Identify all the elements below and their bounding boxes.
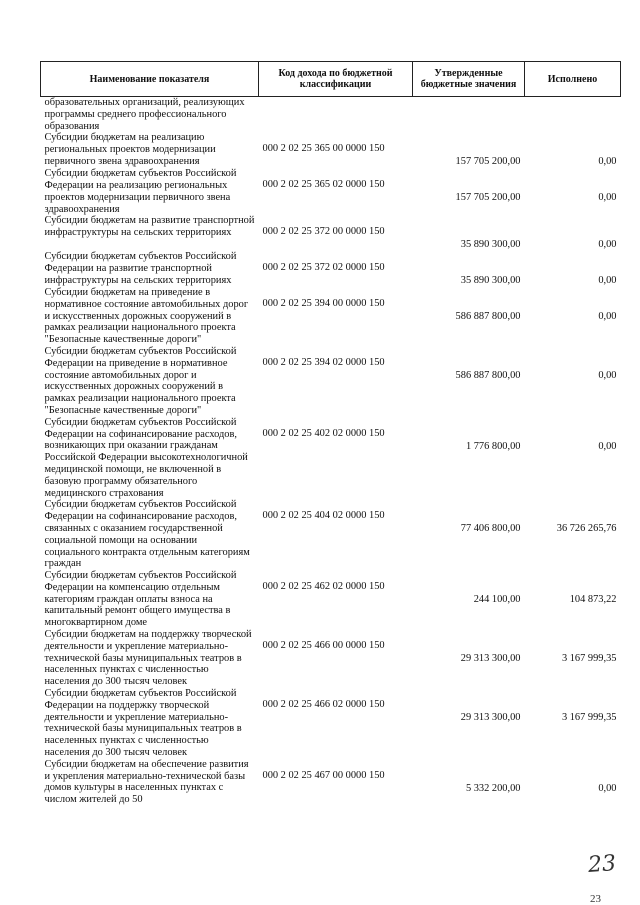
row-name: Субсидии бюджетам субъектов Российской Федерации на развитие транспортной инфраструктуры на сельских территориях [44,251,237,286]
row-code-value: 000 2 02 25 365 00 0000 150 [262,143,385,155]
table-row [41,132,621,168]
row-executed-value: 36 726 265,76 [556,523,617,535]
row-code [259,97,413,133]
row-approved [413,688,525,759]
table-row [41,688,621,759]
row-executed-value: 0,00 [598,310,617,322]
row-code-value: 000 2 02 25 402 02 0000 150 [262,427,385,439]
row-code-value: 000 2 02 25 466 00 0000 150 [262,640,385,652]
row-executed-value: 0,00 [598,369,617,381]
row-name: образовательных организаций, реализующих программы среднего профессионального образования [44,97,245,132]
table-row [41,499,621,570]
row-name: Субсидии бюджетам субъектов Российской Федерации на приведение в нормативное состояние автомобильных дорог и искусственных дорожных сооружений в рамках реализации национального проекта "Безопасные качественные дороги" [44,345,237,416]
table-row [41,417,621,500]
row-approved [413,168,525,215]
row-name: Субсидии бюджетам субъектов Российской Федерации на реализацию региональных проектов модернизации первичного звена здравоохранения [44,168,237,215]
row-executed-value: 3 167 999,35 [561,712,617,724]
header-name: Наименование показателя [41,62,259,97]
row-code [259,346,413,417]
row-name: Субсидии бюджетам субъектов Российской Федерации на софинансирование расходов, связанных с оказанием государственной социальной помощи на основании социального контракта отдельным категориям граждан [44,499,250,570]
row-executed-value: 0,00 [598,275,617,287]
row-approved-value: 586 887 800,00 [455,310,521,322]
table-row [41,97,621,133]
row-approved [413,97,525,133]
row-code-value: 000 2 02 25 404 02 0000 150 [262,510,385,522]
footer-page-number: 23 [590,893,601,905]
row-executed-value: 104 873,22 [569,594,617,606]
table-row [41,287,621,346]
row-code-value: 000 2 02 25 372 02 0000 150 [262,262,385,274]
row-executed-value: 0,00 [598,192,617,204]
table-row [41,629,621,688]
row-executed [525,168,621,215]
row-name: Субсидии бюджетам субъектов Российской Федерации на компенсацию отдельным категориям граждан оплаты взноса на капитальный ремонт общего имущества в многоквартирном доме [44,570,237,629]
row-code-value: 000 2 02 25 394 00 0000 150 [262,297,385,309]
row-approved-value: 244 100,00 [473,594,521,606]
table-row [41,570,621,629]
table-row [41,346,621,417]
row-approved-value: 35 890 300,00 [460,275,521,287]
row-code [259,251,413,287]
row-approved [413,499,525,570]
row-code [259,168,413,215]
row-approved [413,759,525,806]
row-code [259,629,413,688]
row-approved-value: 157 705 200,00 [455,156,521,168]
row-code [259,215,413,251]
row-approved [413,132,525,168]
row-name: Субсидии бюджетам на поддержку творческой деятельности и укрепление материально-технической базы муниципальных театров в населенных пунктах с численностью населения до 300 тысяч человек [44,629,252,688]
row-name: Субсидии бюджетам субъектов Российской Федерации на поддержку творческой деятельности и укрепление материально-технической базы муниципальных театров в населенных пунктах с численностью населения до 300 тысяч человек [44,688,242,759]
row-approved-value: 35 890 300,00 [460,239,521,251]
row-executed-value: 0,00 [598,239,617,251]
row-name: Субсидии бюджетам на обеспечение развития и укрепления материально-технической базы домов культуры в населенных пунктах с числом жителей до 50 [44,758,249,806]
row-approved [413,570,525,629]
row-executed-value: 0,00 [598,156,617,168]
row-executed [525,215,621,251]
row-code [259,688,413,759]
row-approved-value: 1 776 800,00 [465,440,521,452]
row-approved-value: 157 705 200,00 [455,192,521,204]
row-executed [525,759,621,806]
row-code-value: 000 2 02 25 394 02 0000 150 [262,356,385,368]
table-row [41,759,621,806]
row-name: Субсидии бюджетам на реализацию региональных проектов модернизации первичного звена здравоохранения [44,132,216,167]
row-approved [413,417,525,500]
row-executed [525,629,621,688]
row-approved [413,251,525,287]
row-code [259,287,413,346]
row-name: Субсидии бюджетам субъектов Российской Федерации на софинансирование расходов, возникающих при оказании гражданам Российской Федерации высокотехнологичной медицинской помощи, не включенной в базовую программу обязательного медицинского страхования [44,416,248,499]
handwritten-page-number: 23 [587,851,617,878]
row-executed [525,499,621,570]
row-code-value: 000 2 02 25 365 02 0000 150 [262,179,385,191]
row-code-value: 000 2 02 25 462 02 0000 150 [262,581,385,593]
header-code: Код дохода по бюджетной классификации [259,62,413,97]
row-approved-value: 77 406 800,00 [460,523,521,535]
row-code [259,132,413,168]
row-approved [413,629,525,688]
row-executed-value: 0,00 [598,440,617,452]
table-row [41,215,621,251]
row-code [259,499,413,570]
header-executed: Исполнено [525,62,621,97]
row-name: Субсидии бюджетам на развитие транспортной инфраструктуры на сельских территориях [44,215,255,239]
table-row [41,168,621,215]
row-executed [525,570,621,629]
row-code [259,417,413,500]
row-approved-value: 5 332 200,00 [465,782,521,794]
row-code-value: 000 2 02 25 372 00 0000 150 [262,226,385,238]
row-executed [525,688,621,759]
table-header-row [41,62,621,97]
row-approved [413,287,525,346]
row-code [259,570,413,629]
row-executed-value: 0,00 [598,782,617,794]
header-approved: Утвержденные бюджетные значения [413,62,525,97]
row-executed-value: 3 167 999,35 [561,653,617,665]
table-row [41,251,621,287]
row-executed [525,417,621,500]
row-executed [525,97,621,133]
budget-table [40,61,621,806]
row-code [259,759,413,806]
table-body [41,97,621,807]
row-approved [413,346,525,417]
row-code-value: 000 2 02 25 467 00 0000 150 [262,769,385,781]
row-executed [525,251,621,287]
row-approved-value: 586 887 800,00 [455,369,521,381]
row-approved-value: 29 313 300,00 [460,653,521,665]
row-name: Субсидии бюджетам на приведение в нормативное состояние автомобильных дорог и искусственных дорожных сооружений в рамках реализации национального проекта "Безопасные качественные дороги" [44,286,249,346]
row-approved [413,215,525,251]
row-executed [525,132,621,168]
row-executed [525,287,621,346]
row-code-value: 000 2 02 25 466 02 0000 150 [262,699,385,711]
row-approved-value: 29 313 300,00 [460,712,521,724]
row-executed [525,346,621,417]
